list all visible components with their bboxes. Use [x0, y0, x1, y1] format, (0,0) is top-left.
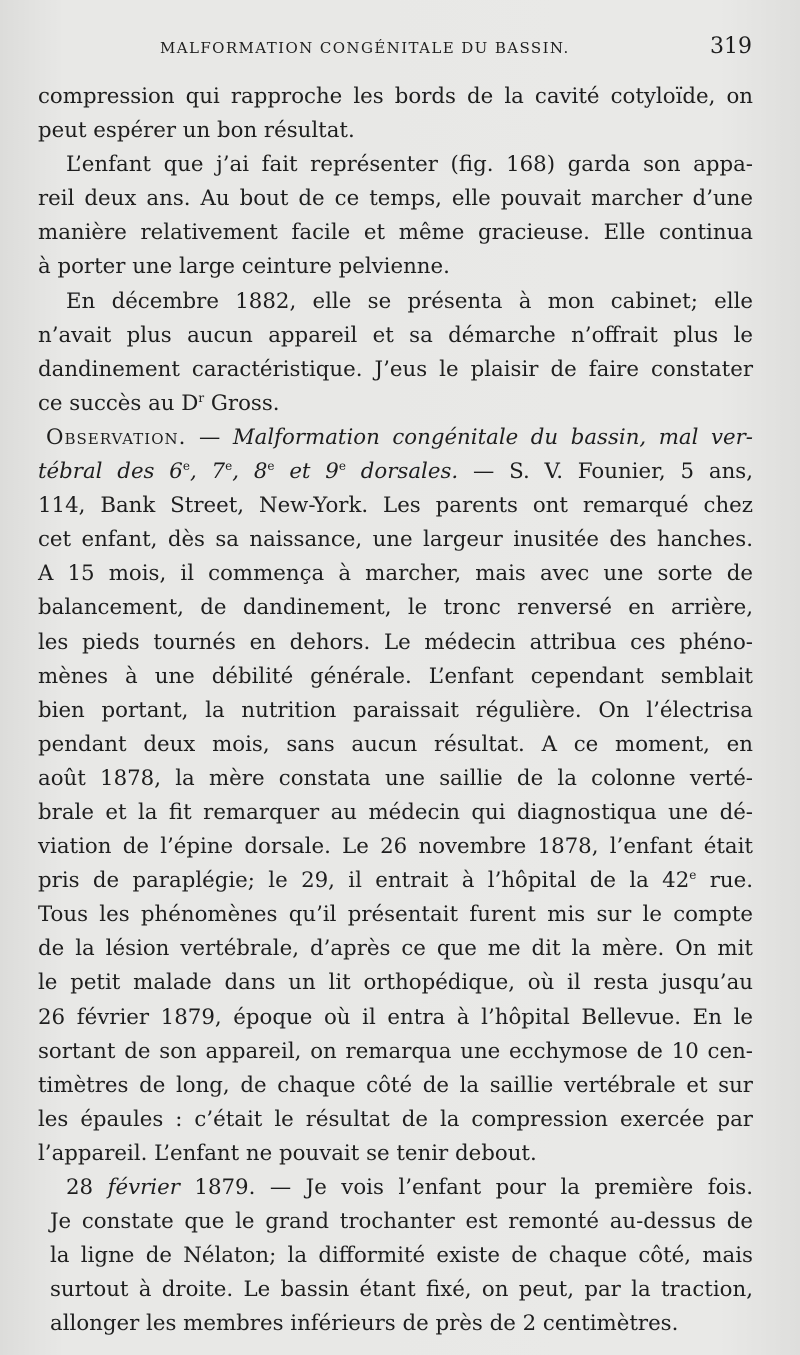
- text-line: 114, Bank Street, New-York. Les parents ont remarqué chez: [38, 493, 753, 519]
- text-line: [38, 864, 753, 898]
- text-line: brale et la fit remarquer au médecin qui diagnostiqua une dé-: [38, 799, 753, 825]
- text-line: reil deux ans. Au bout de ce temps, elle pouvait marcher d’une: [38, 186, 753, 212]
- text-line: Tous les phénomènes qu’il présentait furent mis sur le compte: [38, 902, 753, 928]
- text-line: L’enfant que j’ai fait représenter (fig. 168) garda son appa-: [66, 152, 753, 178]
- superscript: e: [689, 868, 697, 883]
- text-line: peut espérer un bon résultat.: [38, 118, 355, 144]
- text-line: les pieds tournés en dehors. Le médecin attribua ces phéno-: [38, 629, 753, 655]
- text-line: mènes à une débilité générale. L’enfant cependant semblait: [38, 663, 753, 689]
- observation-heading-line: [38, 421, 753, 455]
- italic-segment: tébral des 6: [38, 459, 183, 485]
- text-line: En décembre 1882, elle se présenta à mon cabinet; elle: [66, 288, 753, 314]
- page-number: 319: [710, 34, 752, 59]
- superscript: e: [182, 458, 190, 473]
- observation-title: Malformation congénitale du bassin, mal ver-: [232, 424, 753, 450]
- text-line: surtout à droite. Le bassin étant fixé, on peut, par la traction,: [50, 1277, 753, 1303]
- text-line: bien portant, la nutrition paraissait régulière. On l’électrisa: [38, 697, 753, 723]
- text-line: l’appareil. L’enfant ne pouvait se tenir debout.: [38, 1140, 537, 1166]
- text-line: [38, 1171, 753, 1205]
- italic-segment: , 8: [232, 459, 268, 485]
- superscript: r: [198, 390, 205, 405]
- text-line: timètres de long, de chaque côté de la saillie vertébrale et sur: [38, 1072, 753, 1098]
- text-line: Je constate que le grand trochanter est remonté au-dessus de: [50, 1209, 753, 1235]
- text-line: manière relativement facile et même gracieuse. Elle continua: [38, 220, 753, 246]
- text-line: viation de l’épine dorsale. Le 26 novembre 1878, l’enfant était: [38, 834, 753, 860]
- superscript: e: [225, 458, 233, 473]
- italic-segment: , 7: [189, 459, 226, 485]
- line-segment: Gross.: [204, 390, 280, 416]
- page-header: [40, 34, 752, 62]
- body-text: [38, 80, 753, 1341]
- line-segment: ce succès au D: [38, 390, 199, 416]
- italic-segment: dorsales.: [345, 459, 459, 485]
- text-line: [38, 387, 753, 421]
- line-segment: — S. V. Founier, 5 ans,: [458, 459, 753, 485]
- line-segment: —: [186, 424, 233, 450]
- text-line: compression qui rapproche les bords de la cavité cotyloïde, on: [38, 84, 753, 109]
- observation-label: Observation.: [46, 424, 187, 450]
- text-line: allonger les membres inférieurs de près de 2 centimètres.: [50, 1311, 679, 1337]
- superscript: e: [338, 458, 346, 473]
- running-title: MALFORMATION CONGÉNITALE DU BASSIN.: [160, 39, 570, 57]
- text-line: la ligne de Nélaton; la difformité existe de chaque côté, mais: [50, 1243, 753, 1269]
- text-line: le petit malade dans un lit orthopédique, où il resta jusqu’au: [38, 970, 753, 996]
- superscript: e: [267, 458, 275, 473]
- text-line: de la lésion vertébrale, d’après ce que me dit la mère. On mit: [38, 936, 753, 962]
- text-line: n’avait plus aucun appareil et sa démarche n’offrait plus le: [38, 322, 753, 348]
- line-segment: rue.: [696, 868, 754, 894]
- text-line: A 15 mois, il commença à marcher, mais avec une sorte de: [38, 561, 753, 587]
- text-line: cet enfant, dès sa naissance, une largeur inusitée des hanches.: [38, 527, 753, 553]
- text-line: août 1878, la mère constata une saillie de la colonne verté-: [38, 765, 753, 791]
- text-line: les épaules : c’était le résultat de la compression exercée par: [38, 1106, 753, 1132]
- text-line: sortant de son appareil, on remarqua une ecchymose de 10 cen-: [38, 1038, 753, 1064]
- italic-date: février: [107, 1175, 180, 1200]
- line-segment: 28: [66, 1175, 108, 1200]
- line-segment: pris de paraplégie; le 29, il entrait à l’hôpital de la 42: [38, 868, 690, 894]
- text-line: 26 février 1879, époque où il entra à l’hôpital Bellevue. En le: [38, 1004, 753, 1030]
- text-line: [38, 455, 753, 489]
- text-line: dandinement caractéristique. J’eus le plaisir de faire constater: [38, 356, 753, 382]
- text-line: à porter une large ceinture pelvienne.: [38, 254, 450, 280]
- italic-segment: et 9: [274, 459, 339, 485]
- text-line: pendant deux mois, sans aucun résultat. A ce moment, en: [38, 731, 753, 757]
- text-line: balancement, de dandinement, le tronc renversé en arrière,: [38, 595, 753, 621]
- line-segment: 1879. — Je vois l’enfant pour la première fois.: [179, 1175, 753, 1200]
